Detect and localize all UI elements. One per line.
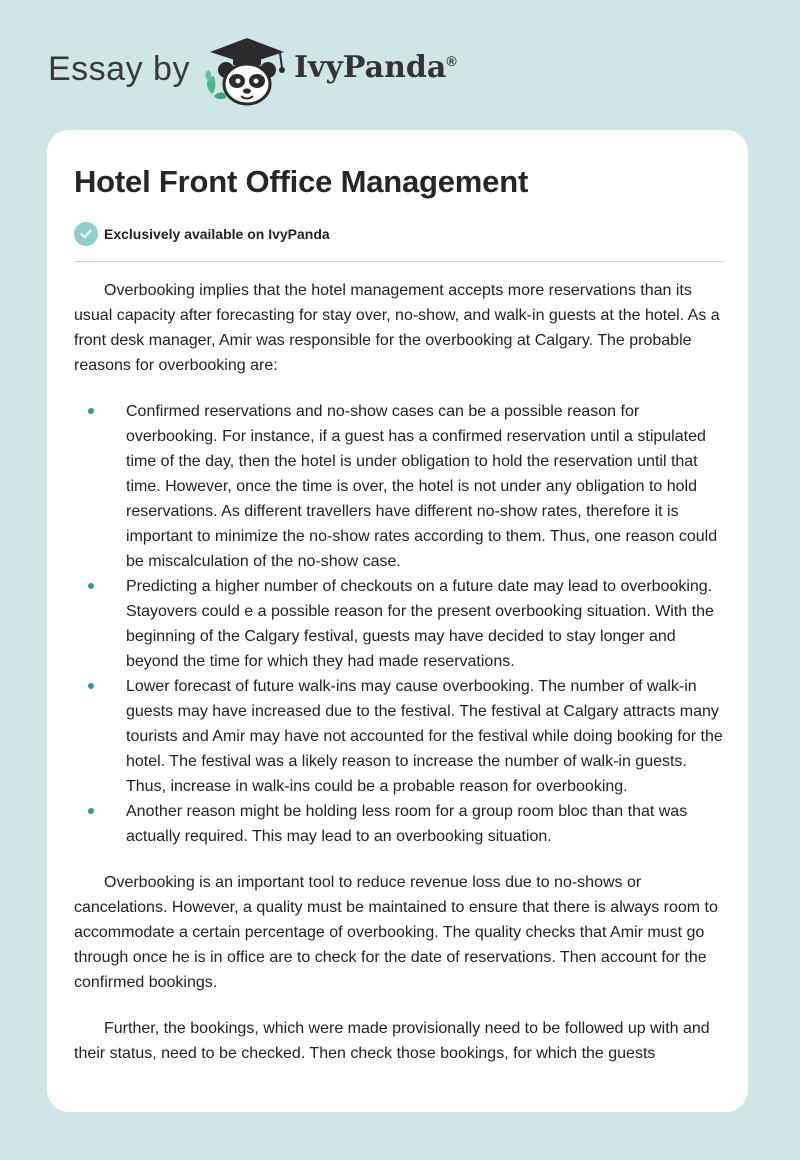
list-item-text: Predicting a higher number of checkouts on a future date may lead to overbooking. Stayovers could e a possible reason for the present overbooking situation. With the beginning of the Calgary festival, guests may have decided to stay longer and beyond the time for which they had made reservations. [126, 578, 714, 670]
bullet-icon [88, 808, 94, 814]
list-item-text: Confirmed reservations and no-show cases can be a possible reason for overbooking. For instance, if a guest has a confirmed reservation until a stipulated time of the day, then the hotel is under obligation to hold the reservation until that time. However, once the time is over, the hotel is not under any obligation to hold reservations. As different travellers have different no-show rates, therefore it is important to minimize the no-show rates according to them. Thus, one reason could be miscalculation of the no-show case. [126, 403, 718, 570]
panda-graduate-logo-icon[interactable] [200, 34, 294, 108]
bullet-icon [88, 583, 94, 589]
essay-card [47, 130, 748, 1112]
bullet-icon [88, 408, 94, 414]
registered-mark: ® [446, 53, 457, 69]
essay-body [74, 278, 724, 1087]
page-title: Hotel Front Office Management [74, 164, 529, 199]
title-divider [74, 261, 723, 262]
paragraph-3: Further, the bookings, which were made provisionally need to be followed up with and their status, need to be checked. Then check those bookings, for which the guests [74, 1020, 710, 1062]
brand-name[interactable]: IvyPanda® [294, 50, 457, 85]
list-item [74, 574, 724, 674]
paragraph-2: Overbooking is an important tool to reduce revenue loss due to no-shows or cancelations. However, a quality must be maintained to ensure that there is always room to accommodate a certain percentage of overbooking. The quality checks that Amir must go through once he is in office are to check for the date of reservations. Then account for the confirmed bookings. [74, 874, 718, 991]
site-header [0, 0, 800, 120]
list-item [74, 399, 724, 574]
check-icon [74, 222, 98, 246]
exclusive-badge [74, 221, 330, 247]
reasons-list [74, 399, 724, 849]
list-item-text: Another reason might be holding less room for a group room bloc than that was actually required. This may lead to an overbooking situation. [126, 803, 688, 845]
list-item-text: Lower forecast of future walk-ins may cause overbooking. The number of walk-in guests may have increased due to the festival. The festival at Calgary attracts many tourists and Amir may have not accounted for the festival while doing booking for the hotel. The festival was a likely reason to increase the number of walk-in guests. Thus, increase in walk-ins could be a probable reason for overbooking. [126, 678, 723, 795]
list-item [74, 799, 724, 849]
bullet-icon [88, 683, 94, 689]
paragraph-intro: Overbooking implies that the hotel management accepts more reservations than its usual capacity after forecasting for stay over, no-show, and walk-in guests at the hotel. As a front desk manager, Amir was responsible for the overbooking at Calgary. The probable reasons for overbooking are: [74, 282, 720, 374]
list-item [74, 674, 724, 799]
exclusive-badge-text: Exclusively available on IvyPanda [104, 226, 330, 242]
essay-by-label: Essay by [48, 50, 190, 88]
